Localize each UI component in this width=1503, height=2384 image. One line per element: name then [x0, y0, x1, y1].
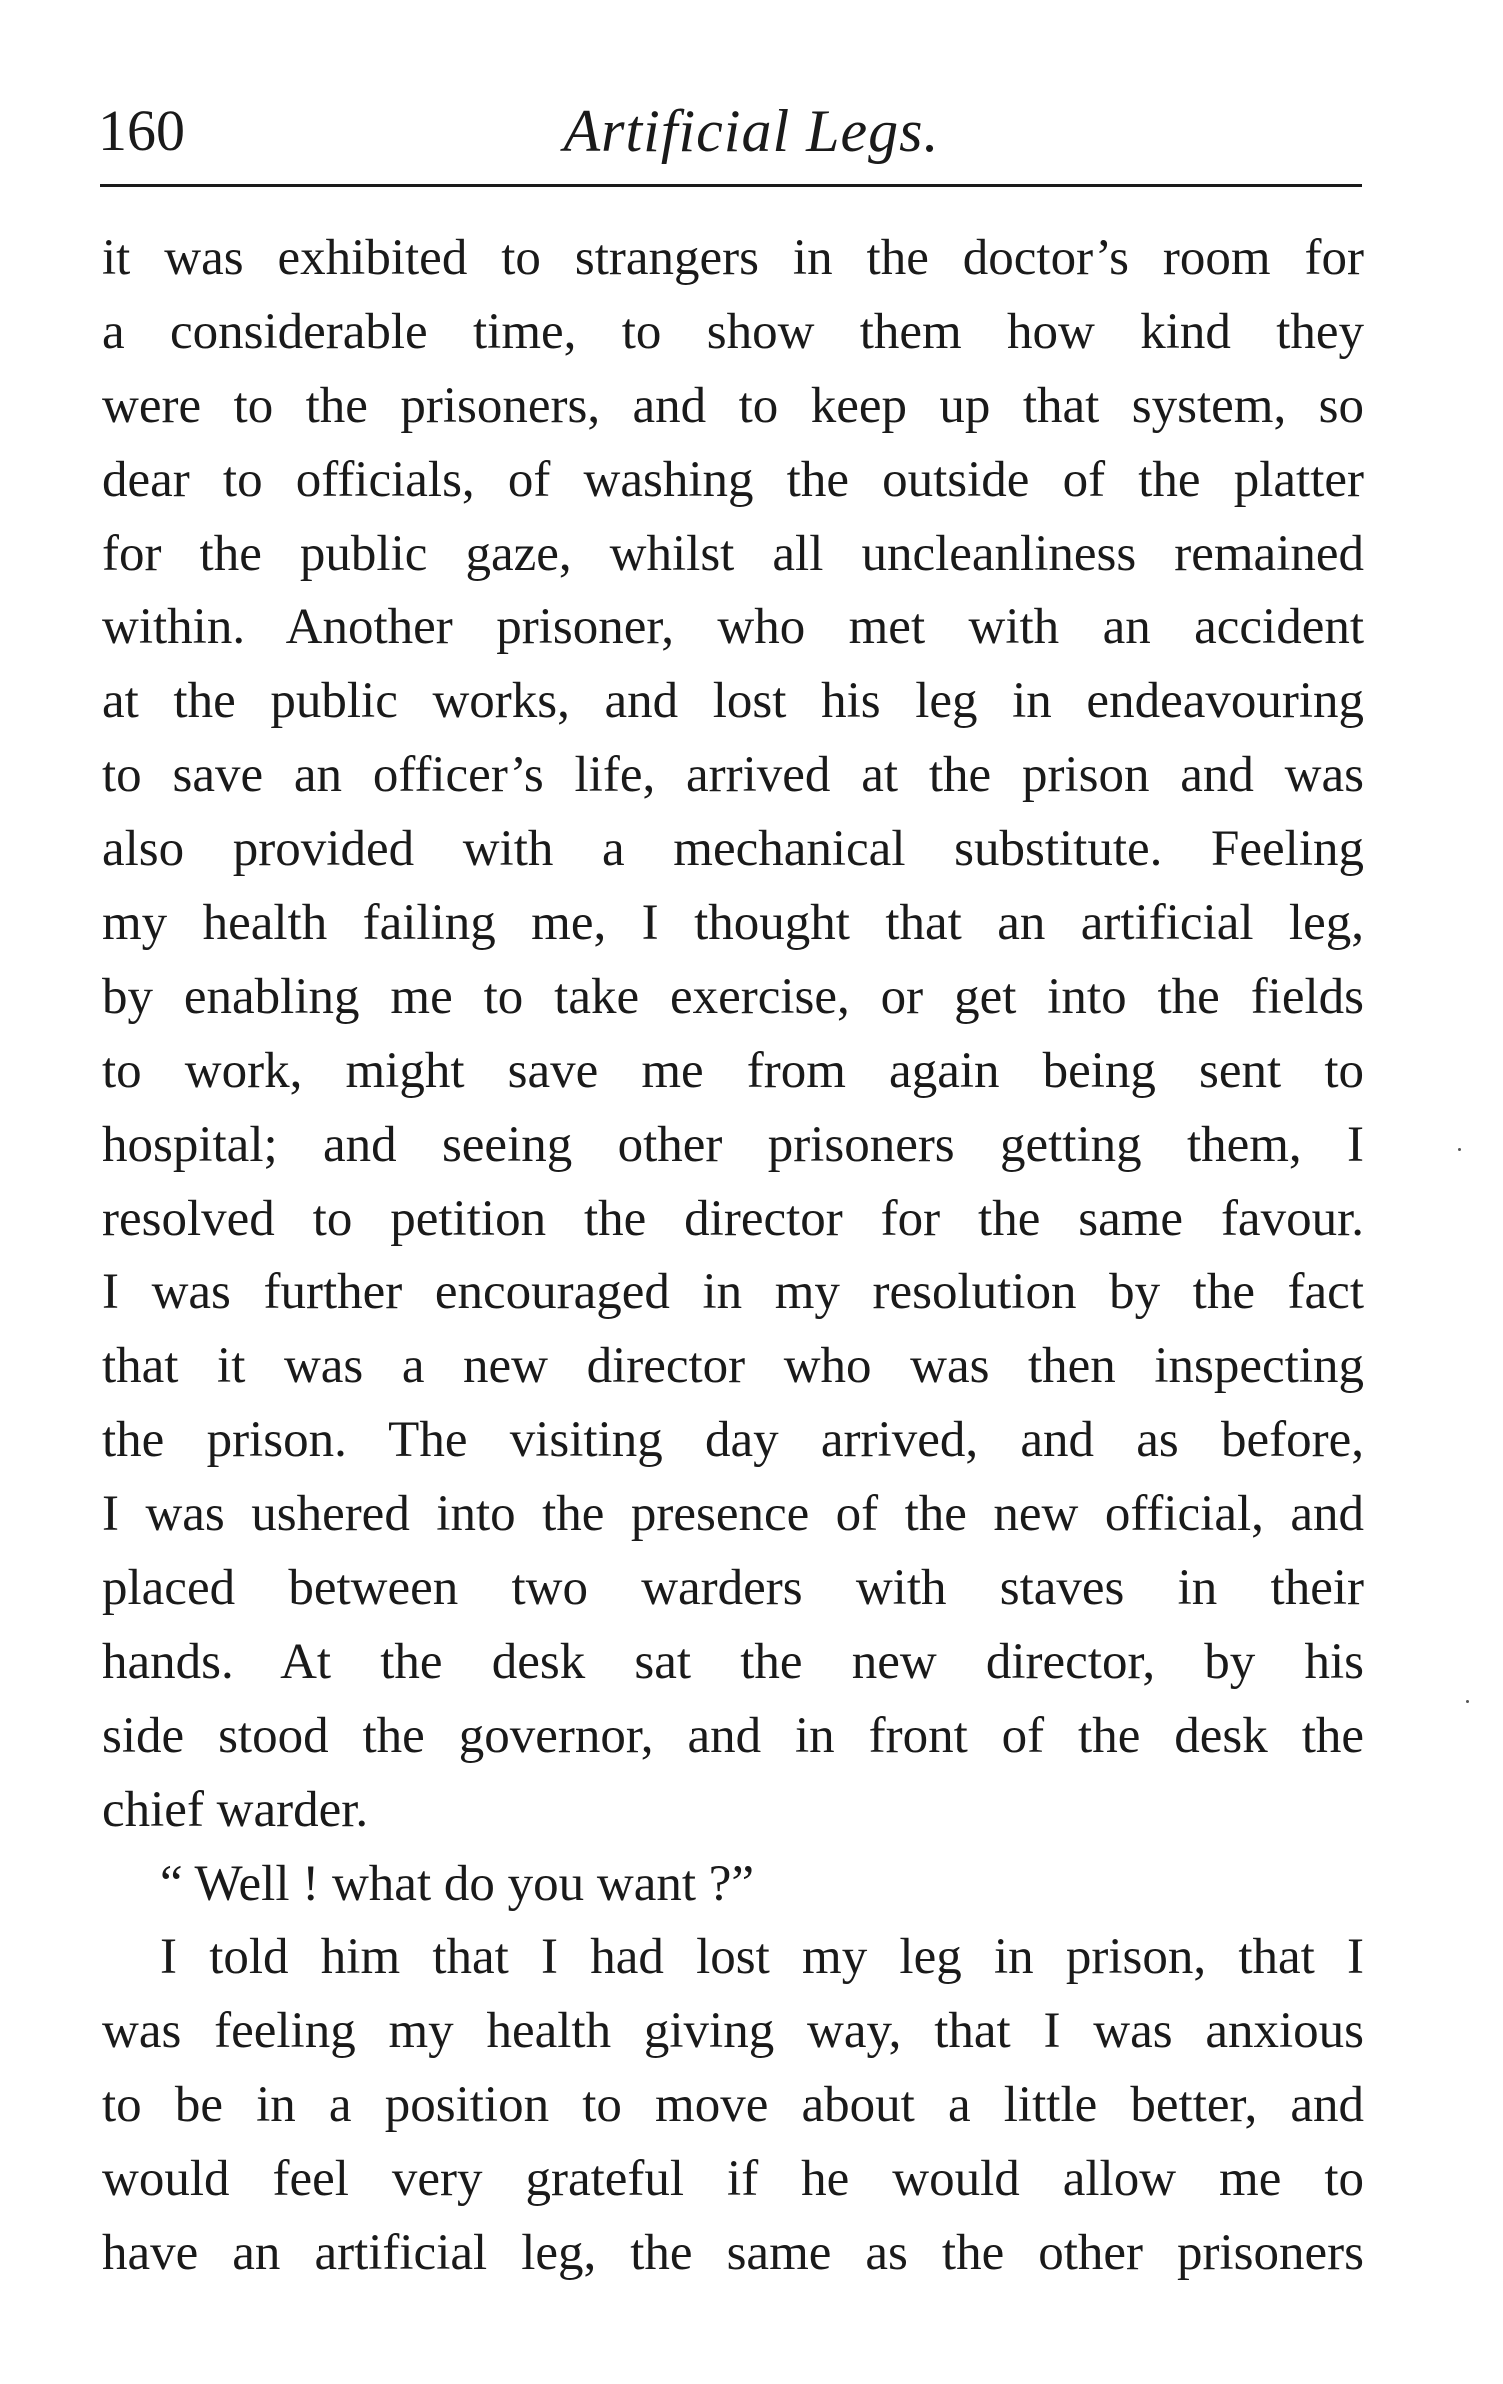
text-line: hands. At the desk sat the new director, by his: [102, 1633, 1364, 1690]
text-line: within. Another prisoner, who met with an accident: [102, 599, 1364, 656]
page-number: 160: [98, 98, 185, 163]
text-line: I was ushered into the presence of the new official, and: [102, 1486, 1364, 1543]
text-line: that it was a new director who was then inspecting: [102, 1338, 1364, 1395]
text-line: side stood the governor, and in front of the desk the: [102, 1707, 1364, 1764]
text-line: dear to officials, of washing the outside of the platter: [102, 451, 1364, 508]
text-line: by enabling me to take exercise, or get into the fields: [102, 968, 1364, 1025]
text-line: the prison. The visiting day arrived, and as before,: [102, 1412, 1364, 1469]
text-line: my health failing me, I thought that an artificial leg,: [102, 895, 1364, 952]
text-line: placed between two warders with staves in their: [102, 1560, 1364, 1617]
text-line: for the public gaze, whilst all uncleanliness remained: [102, 525, 1364, 582]
margin-speck: [1458, 1148, 1461, 1151]
dialogue-line: “ Well ! what do you want ?”: [160, 1855, 755, 1912]
text-line: was feeling my health giving way, that I was anxious: [102, 2003, 1364, 2060]
header-rule: [100, 184, 1362, 187]
text-line: at the public works, and lost his leg in endeavouring: [102, 673, 1364, 730]
text-line: would feel very grateful if he would allow me to: [102, 2151, 1364, 2208]
body-text: [102, 222, 1364, 2291]
running-title: Artificial Legs.: [563, 98, 940, 164]
text-line: resolved to petition the director for the same favour.: [102, 1190, 1364, 1247]
text-line: I was further encouraged in my resolution by the fact: [102, 1264, 1364, 1321]
text-line: were to the prisoners, and to keep up that system, so: [102, 377, 1364, 434]
text-line: to be in a position to move about a little better, and: [102, 2077, 1364, 2134]
margin-speck: [1466, 1700, 1469, 1703]
text-line: chief warder.: [102, 1781, 369, 1838]
text-line: hospital; and seeing other prisoners getting them, I: [102, 1116, 1364, 1173]
text-line: to save an officer’s life, arrived at the prison and was: [102, 747, 1364, 804]
text-line: it was exhibited to strangers in the doctor’s room for: [102, 230, 1364, 286]
text-line: to work, might save me from again being sent to: [102, 1042, 1364, 1099]
text-line: I told him that I had lost my leg in prison, that I: [160, 1929, 1364, 1986]
text-line: also provided with a mechanical substitute. Feeling: [102, 821, 1364, 878]
text-line: have an artificial leg, the same as the other prisoners: [102, 2225, 1364, 2282]
text-line: a considerable time, to show them how kind they: [102, 303, 1364, 360]
